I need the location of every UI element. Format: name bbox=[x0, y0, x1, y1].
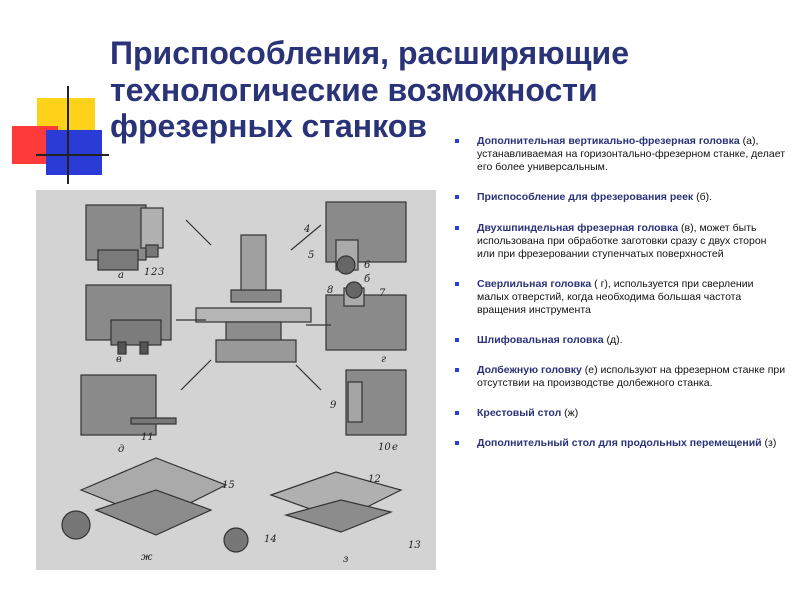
label-n6: 6 bbox=[364, 260, 371, 271]
attachment-g-drawing bbox=[326, 282, 406, 350]
label-d: д bbox=[118, 444, 125, 455]
illustration-svg bbox=[36, 190, 436, 570]
list-item: Двухшпиндельная фрезерная головка (в), может быть использована при обработке заготовки сразу с двух сторон или при фрезеровании ступенчатых поверхностей bbox=[455, 222, 787, 261]
list-item: Дополнительная вертикально-фрезерная головка (а), устанавливаемая на горизонтально-фрезерном станке, делает его более универсальным. bbox=[455, 135, 787, 174]
milling-attachments-illustration bbox=[36, 190, 436, 570]
list-item: Долбежную головку (е) используют на фрезерном станке при отсутствии на производстве долбежного станка. bbox=[455, 364, 787, 390]
label-a: а bbox=[118, 270, 124, 281]
label-n15: 15 bbox=[222, 480, 235, 491]
label-e: е bbox=[392, 442, 398, 453]
milling-machine-drawing bbox=[196, 235, 311, 362]
label-n3: 3 bbox=[158, 267, 165, 278]
title-line-1: Приспособления, расширяющие bbox=[110, 35, 630, 71]
slide-title bbox=[110, 35, 750, 145]
label-n11: 11 bbox=[141, 432, 154, 443]
decor-vertical-line bbox=[67, 86, 69, 184]
label-n5: 5 bbox=[308, 250, 315, 261]
label-n12: 12 bbox=[368, 474, 381, 485]
attachments-list bbox=[455, 135, 787, 450]
label-zh: ж bbox=[141, 552, 153, 563]
attachment-d-drawing bbox=[81, 375, 176, 435]
title-line-3: фрезерных станков bbox=[110, 108, 427, 144]
label-n14: 14 bbox=[264, 534, 277, 545]
decor-horizontal-line bbox=[36, 154, 109, 156]
list-item: Сверлильная головка ( г), используется при сверлении малых отверстий, когда необходима большая частота вращения инструмента bbox=[455, 278, 787, 317]
attachment-e-drawing bbox=[346, 370, 406, 435]
label-n4: 4 bbox=[304, 224, 311, 235]
title-line-2: технологические возможности bbox=[110, 71, 598, 108]
label-n2: 2 bbox=[151, 267, 158, 278]
attachment-a-drawing bbox=[86, 205, 163, 270]
attachment-z-drawing bbox=[271, 472, 401, 532]
label-n8: 8 bbox=[327, 285, 334, 296]
attachment-zh-drawing bbox=[62, 458, 248, 552]
label-n13: 13 bbox=[408, 540, 421, 551]
label-n1: 1 bbox=[144, 267, 151, 278]
label-b: б bbox=[364, 274, 371, 285]
label-g: г bbox=[381, 354, 387, 365]
label-z: з bbox=[343, 554, 349, 565]
decor-blue-square bbox=[46, 130, 102, 175]
list-item: Дополнительный стол для продольных перемещений (з) bbox=[455, 437, 787, 450]
list-item: Приспособление для фрезерования реек (б). bbox=[455, 191, 787, 204]
label-v: в bbox=[116, 354, 122, 365]
label-n10: 10 bbox=[378, 442, 391, 453]
list-item: Шлифовальная головка (д). bbox=[455, 334, 787, 347]
list-item: Крестовый стол (ж) bbox=[455, 407, 787, 420]
label-n7: 7 bbox=[379, 288, 386, 299]
label-n9: 9 bbox=[330, 400, 337, 411]
attachment-v-drawing bbox=[86, 285, 171, 354]
